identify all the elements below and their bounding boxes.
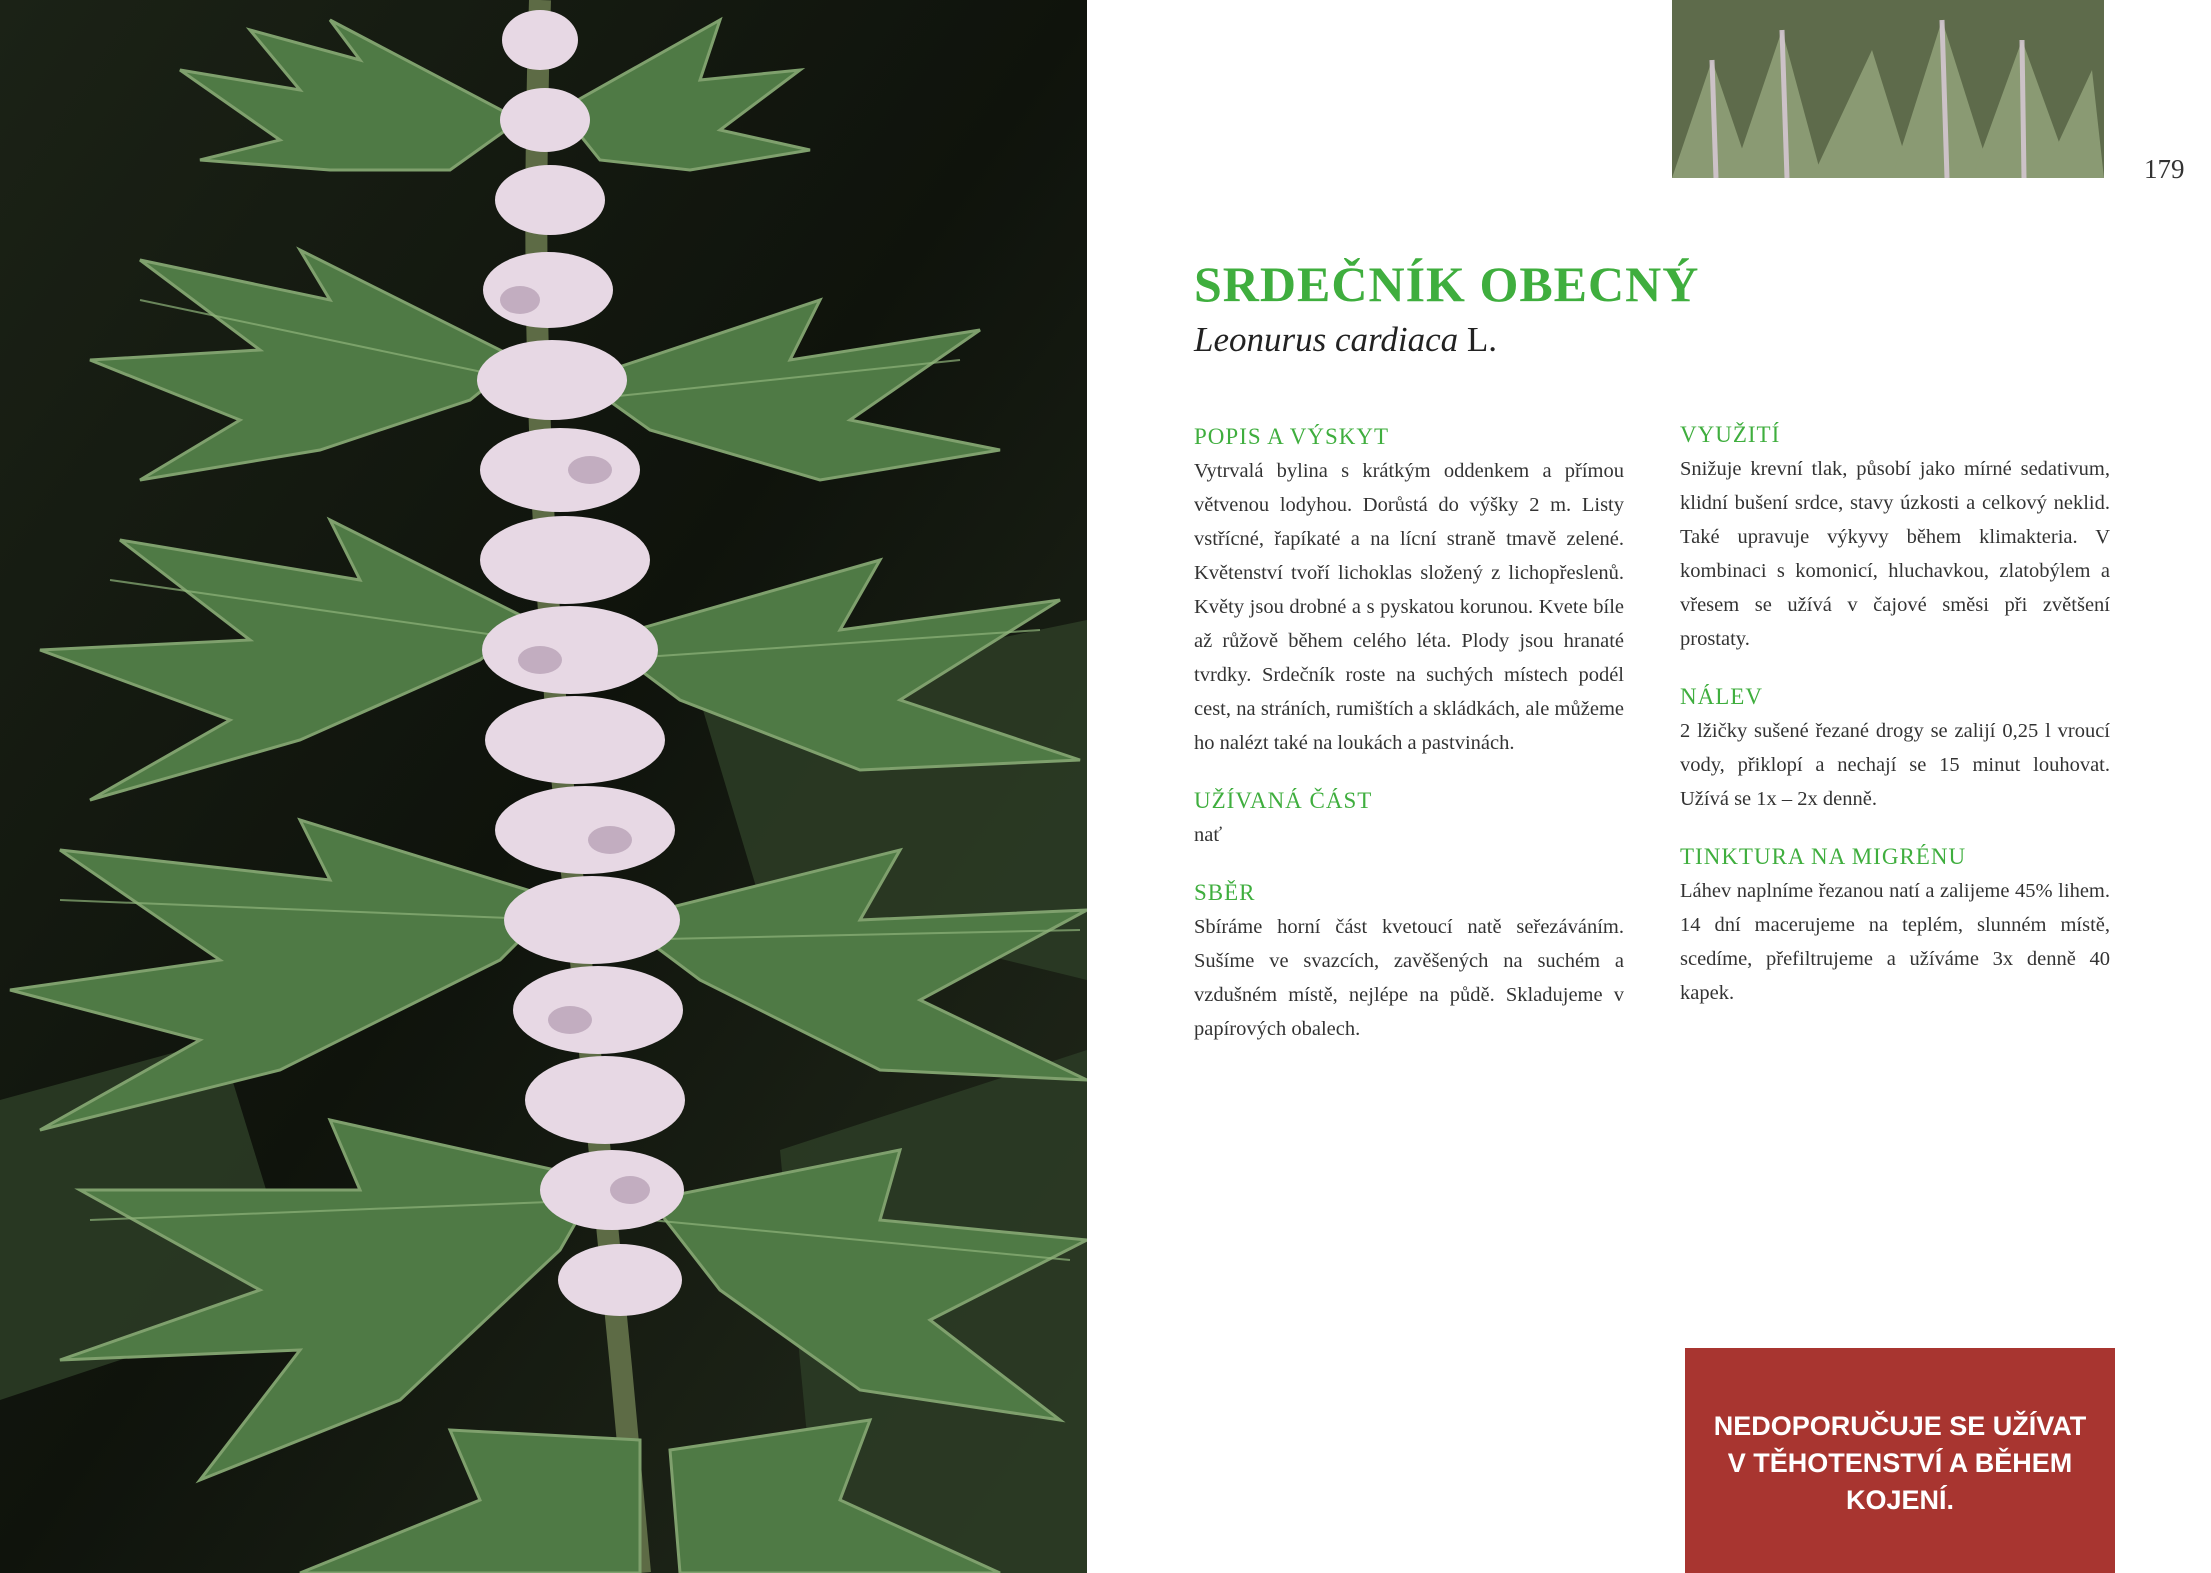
page-number: 179 (2144, 154, 2185, 184)
section-tinktura (1680, 844, 2110, 1010)
section-heading: NÁLEV (1680, 684, 1763, 709)
section-heading: POPIS A VÝSKYT (1194, 424, 1390, 449)
section-cast (1194, 788, 1624, 852)
section-text: Láhev naplníme řezanou natí a zalijeme 45% lihem. 14 dní macerujeme na teplém, slunném místě, scedíme, přefiltrujeme a užíváme 3x denně 40 kapek. (1680, 880, 2110, 1004)
section-vyuziti (1680, 422, 2110, 656)
section-text: Sbíráme horní část kvetoucí natě seřezáváním. Sušíme ve svazcích, zavěšených na suchém a vzdušném místě, nejlépe na půdě. Skladujeme v papírových obalech. (1194, 916, 1624, 1040)
section-text: nať (1194, 824, 1223, 846)
left-column (1194, 424, 1624, 1074)
plant-title: SRDEČNÍK OBECNÝ (1194, 256, 1700, 312)
warning-box (1685, 1348, 2115, 1573)
section-heading: VYUŽITÍ (1680, 422, 1781, 447)
latin-name (1194, 320, 1497, 360)
section-heading: UŽÍVANÁ ČÁST (1194, 788, 1373, 813)
plant-field-photo (1672, 0, 2104, 178)
section-text: 2 lžičky sušené řezané drogy se zalijí 0,25 l vroucí vody, přiklopí a nechají se 15 minut louhovat. Užívá se 1x – 2x denně. (1680, 720, 2110, 810)
section-heading: SBĚR (1194, 880, 1256, 905)
section-text: Snižuje krevní tlak, působí jako mírné sedativum, klidní bušení srdce, stavy úzkosti a celkový neklid. Také upravuje výkyvy během klimakteria. V kombinaci s komonicí, hluchavkou, zlatobýlem a vřesem se užívá v čajové směsi při zvětšení prostaty. (1680, 458, 2110, 650)
latin-genus-species: Leonurus cardiaca (1194, 320, 1459, 359)
section-text: Vytrvalá bylina s krátkým oddenkem a přímou větvenou lodyhou. Dorůstá do výšky 2 m. Listy vstřícné, řapíkaté a na lícní straně tmavě zelené. Květenství tvoří lichoklas složený z lichopřeslenů. Květy jsou drobné a s pyskatou korunou. Kvete bíle až růžově během celého léta. Plody jsou hranaté tvrdky. Srdečník roste na suchých místech podél cest, na stráních, rumištích a skládkách, ale můžeme ho nalézt také na loukách a pastvinách. (1194, 460, 1624, 754)
section-sber (1194, 880, 1624, 1046)
warning-text: NEDOPORUČUJE SE UŽÍVAT V TĚHOTENSTVÍ A BĚHEM KOJENÍ. (1713, 1411, 2087, 1515)
plant-photo (0, 0, 1087, 1573)
section-nalev (1680, 684, 2110, 816)
right-column (1680, 422, 2110, 1038)
latin-author: L. (1466, 320, 1497, 359)
section-heading: TINKTURA NA MIGRÉNU (1680, 844, 1967, 869)
section-popis (1194, 424, 1624, 760)
